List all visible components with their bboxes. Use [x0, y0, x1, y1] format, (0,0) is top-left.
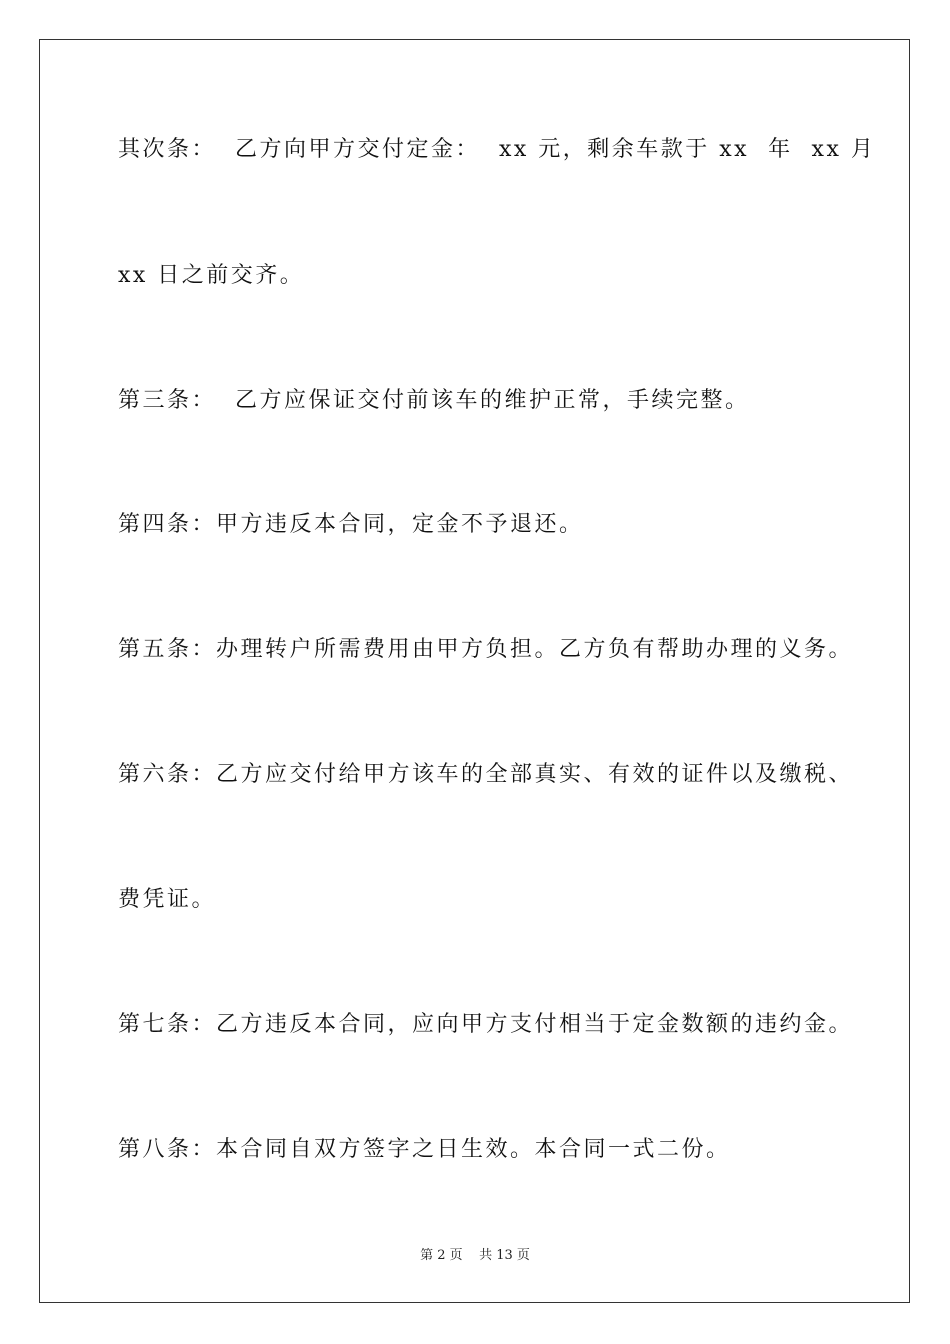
text-line-6: 第六条：乙方应交付给甲方该车的全部真实、有效的证件以及缴税、 [118, 762, 854, 787]
text-line-7: 费凭证。 [118, 887, 217, 912]
page-number: 第 2 页 共 13 页 [420, 1248, 530, 1263]
text-line-3: 第三条： 乙方应保证交付前该车的维护正常，手续完整。 [118, 388, 750, 413]
text-line-1: 其次条： 乙方向甲方交付定金： xx 元，剩余车款于 xx 年 xx 月 [118, 137, 876, 162]
text-line-8: 第七条：乙方违反本合同，应向甲方支付相当于定金数额的违约金。 [118, 1012, 854, 1037]
page-border [39, 39, 910, 1303]
text-line-2: xx 日之前交齐。 [118, 263, 305, 288]
page-footer [0, 1248, 950, 1264]
text-line-9: 第八条：本合同自双方签字之日生效。本合同一式二份。 [118, 1137, 731, 1162]
text-line-4: 第四条：甲方违反本合同，定金不予退还。 [118, 512, 584, 537]
text-line-5: 第五条：办理转户所需费用由甲方负担。乙方负有帮助办理的义务。 [118, 637, 854, 662]
